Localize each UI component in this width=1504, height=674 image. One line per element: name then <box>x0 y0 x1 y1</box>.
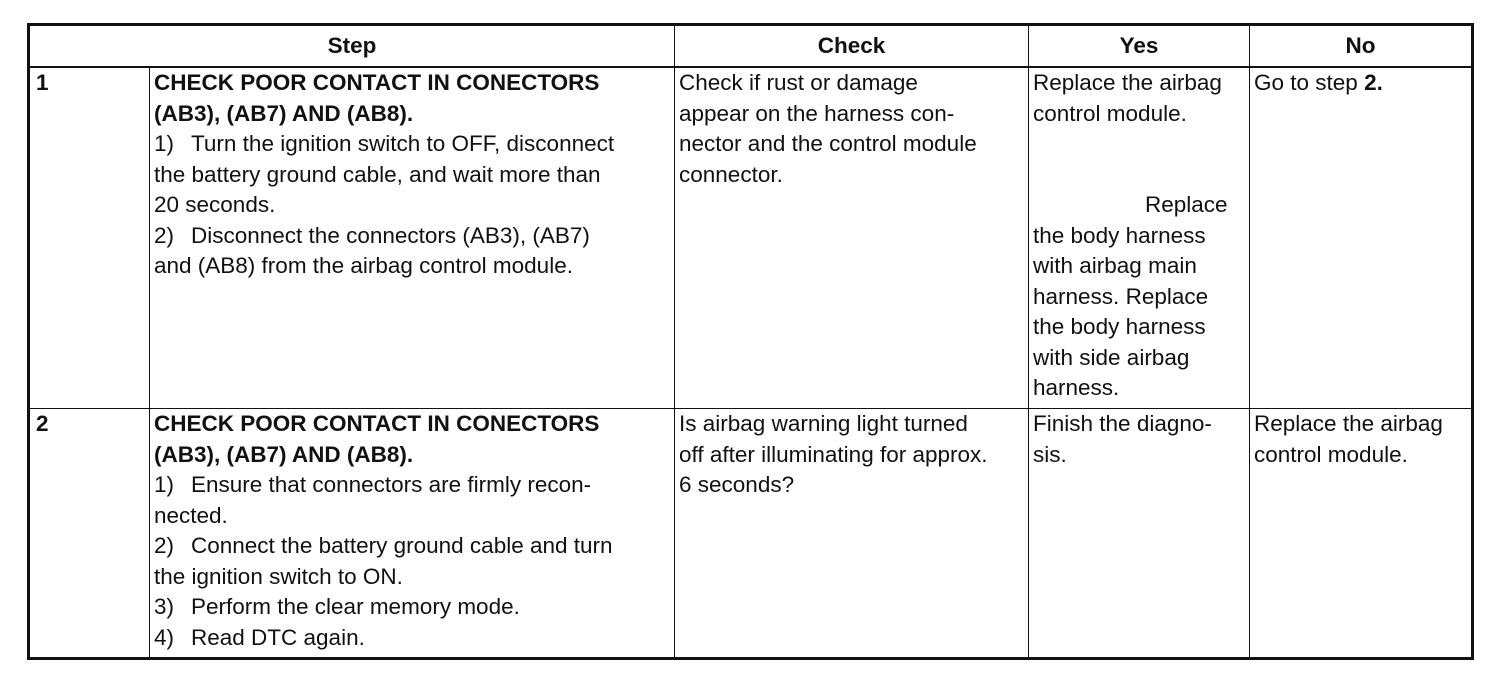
header-yes: Yes <box>1029 25 1250 68</box>
sub-step-cont: 20 seconds. <box>154 192 276 217</box>
sub-step-cont: nected. <box>154 502 228 528</box>
no-cell: Replace the airbag control module. <box>1250 409 1473 659</box>
step-number: 2 <box>29 409 150 659</box>
sub-step-cont: the ignition switch to ON. <box>154 563 403 589</box>
table-row <box>29 67 1473 409</box>
sub-step: 4) Read DTC again. <box>154 624 365 650</box>
no-cell: Go to step 2. <box>1250 67 1473 409</box>
step-title: CHECK POOR CONTACT IN CONECTORS <box>154 411 600 436</box>
diagnostic-table <box>27 23 1474 660</box>
yes-alternative: Replace <box>1145 192 1228 217</box>
table-row <box>29 409 1473 659</box>
check-cell: Is airbag warning light turned off after illuminating for approx. 6 seconds? <box>675 409 1029 659</box>
step-title-cont: (AB3), (AB7) AND (AB8). <box>154 441 414 467</box>
header-check: Check <box>675 25 1029 68</box>
check-cell: Check if rust or damage appear on the harness con- nector and the control module connector. <box>675 67 1029 409</box>
step-reference: 2. <box>1364 70 1383 95</box>
sub-step: 2) Connect the battery ground cable and turn <box>154 533 613 558</box>
sub-step: 1) Ensure that connectors are firmly recon- <box>154 472 592 497</box>
step-title: CHECK POOR CONTACT IN CONECTORS <box>154 70 600 95</box>
step-number: 1 <box>29 67 150 409</box>
sub-step: 1) Turn the ignition switch to OFF, disconnect <box>154 131 615 156</box>
sub-step: 2) Disconnect the connectors (AB3), (AB7) <box>154 222 590 248</box>
step-title-cont: (AB3), (AB7) AND (AB8). <box>154 100 414 126</box>
yes-cell: Replace the airbag control module. Replace the body harness with airbag main harness. Replace the body harness with side airbag harness. <box>1029 67 1250 409</box>
yes-cell: Finish the diagno- sis. <box>1029 409 1250 659</box>
sub-step-cont: the battery ground cable, and wait more than <box>154 161 601 187</box>
step-description <box>150 67 675 409</box>
sub-step-cont: and (AB8) from the airbag control module. <box>154 253 573 278</box>
sub-step: 3) Perform the clear memory mode. <box>154 594 520 619</box>
header-step: Step <box>29 25 675 68</box>
header-row <box>29 25 1473 68</box>
step-description <box>150 409 675 659</box>
header-no: No <box>1250 25 1473 68</box>
